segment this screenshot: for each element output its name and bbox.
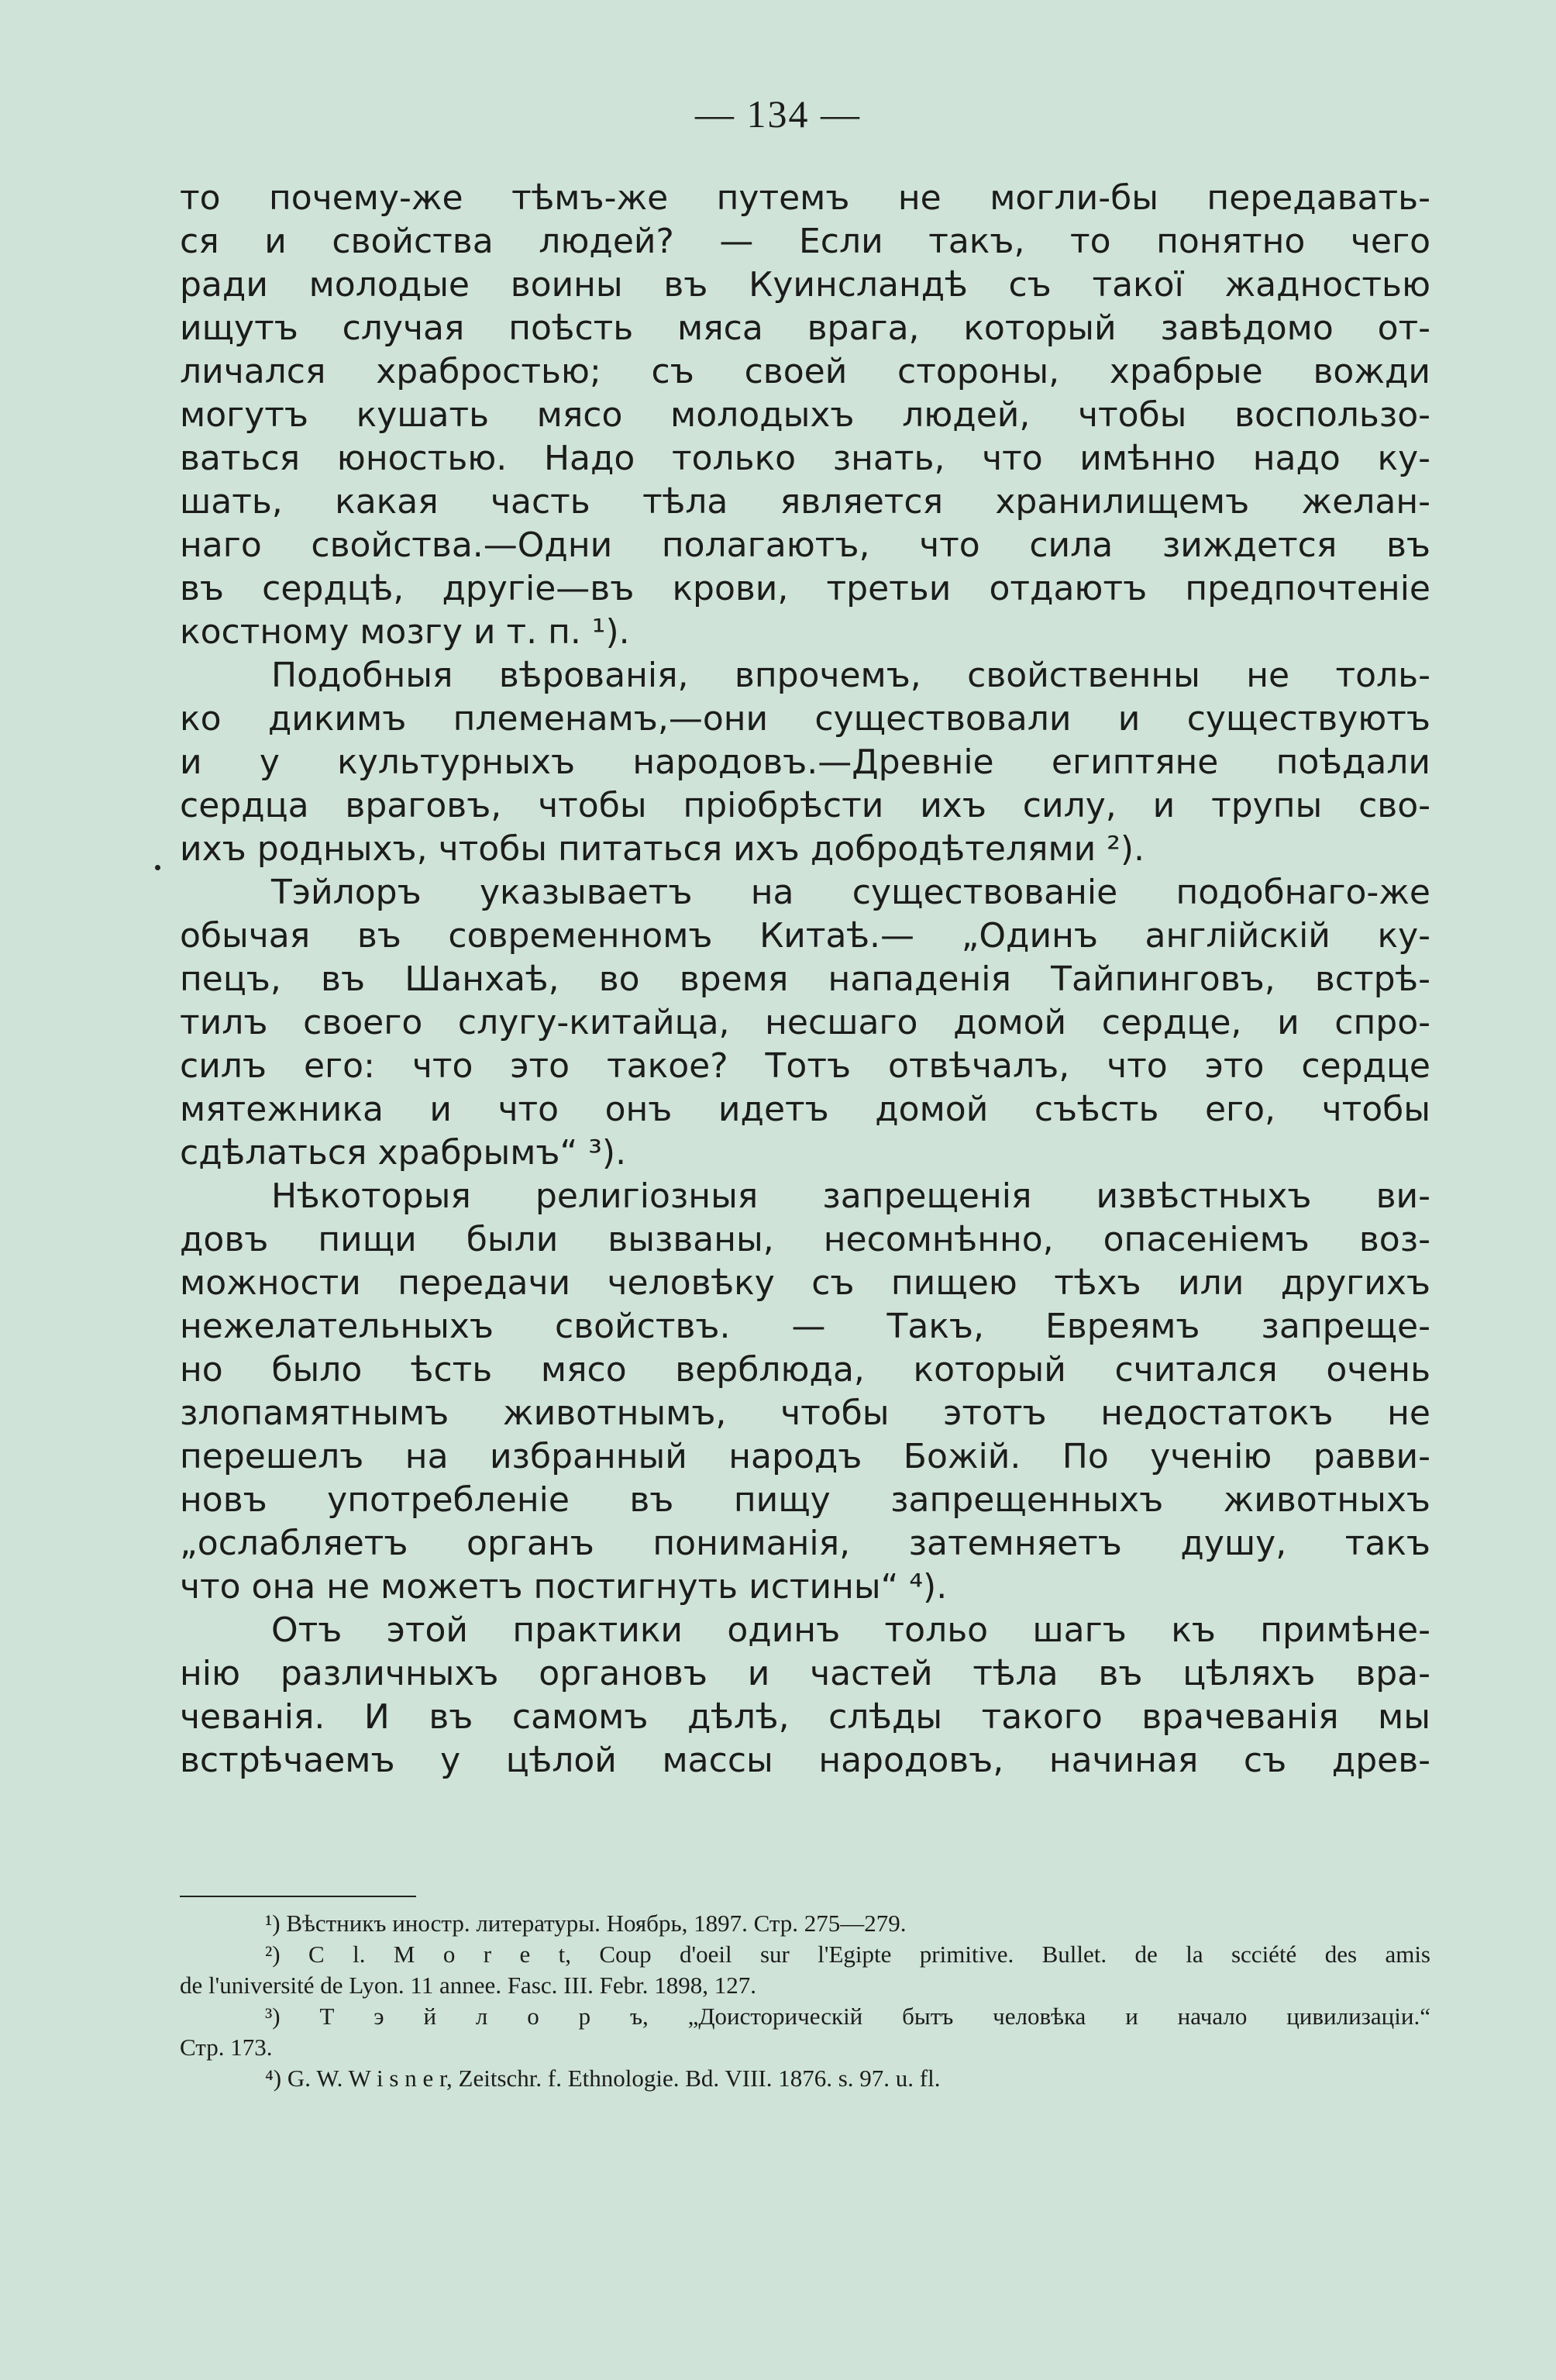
text-line: Подобныя вѣрованія, впрочемъ, свойственны не толь- xyxy=(271,656,1430,695)
footnotes xyxy=(180,1908,1430,2094)
footnote-divider xyxy=(180,1896,416,1897)
text-line: чеванія. И въ самомъ дѣлѣ, слѣды такого врачеванія мы xyxy=(180,1697,1430,1737)
text-line: ищутъ случая поѣсть мяса врага, который завѣдомо от- xyxy=(180,308,1430,348)
text-line: мятежника и что онъ идетъ домой съѣсть его, чтобы xyxy=(180,1090,1430,1129)
text-line: но было ѣсть мясо верблюда, который считался очень xyxy=(180,1350,1430,1390)
stray-ink-dot xyxy=(155,865,160,870)
footnote-line: ⁴) G. W. W i s n e r, Zeitschr. f. Ethnologie. Bd. VIII. 1876. s. 97. u. fl. xyxy=(265,2065,941,2092)
text-line: „ослабляетъ органъ пониманія, затемняетъ душу, такъ xyxy=(180,1524,1430,1563)
text-line: перешелъ на избранный народъ Божій. По ученію равви- xyxy=(180,1437,1430,1476)
text-line: ради молодые воины въ Куинсландѣ съ такої жадностью xyxy=(180,265,1430,305)
footnote-line: ³) Т э й л о р ъ, „Доисторическій бытъ человѣка и начало цивилизаціи.“ xyxy=(265,2003,1430,2030)
text-line: силъ его: что это такое? Тотъ отвѣчалъ, что это сердце xyxy=(180,1046,1430,1086)
text-line: обычая въ современномъ Китаѣ.— „Одинъ англійскій ку- xyxy=(180,916,1430,956)
text-line: костному мозгу и т. п. ¹). xyxy=(180,612,630,652)
text-line: ко дикимъ племенамъ,—они существовали и существуютъ xyxy=(180,699,1430,739)
text-line: то почему-же тѣмъ-же путемъ не могли-бы передавать- xyxy=(180,178,1430,218)
text-line: ихъ родныхъ, чтобы питаться ихъ добродѣтелями ²). xyxy=(180,829,1145,869)
text-line: въ сердцѣ, другіе—въ крови, третьи отдаютъ предпочтеніе xyxy=(180,569,1430,608)
text-line: могутъ кушать мясо молодыхъ людей, чтобы воспользо- xyxy=(180,395,1430,435)
text-line: наго свойства.—Одни полагаютъ, что сила зиждется въ xyxy=(180,525,1430,565)
text-line: сердца враговъ, чтобы пріобрѣсти ихъ силу, и трупы сво- xyxy=(180,786,1430,825)
text-line: пецъ, въ Шанхаѣ, во время нападенія Тайпинговъ, встрѣ- xyxy=(180,959,1430,999)
text-line: ваться юностью. Надо только знать, что имѣнно надо ку- xyxy=(180,439,1430,478)
text-line: Тэйлоръ указываетъ на существованіе подобнаго-же xyxy=(271,873,1430,912)
text-line: тилъ своего слугу-китайца, несшаго домой сердце, и спро- xyxy=(180,1003,1430,1042)
text-line: личался храбростью; съ своей стороны, храбрые вожди xyxy=(180,352,1430,391)
text-line: новъ употребленіе въ пищу запрещенныхъ животныхъ xyxy=(180,1480,1430,1520)
text-line: сдѣлаться храбрымъ“ ³). xyxy=(180,1133,627,1173)
text-line: Отъ этой практики одинъ тольо шагъ къ примѣне- xyxy=(271,1610,1430,1650)
footnote-line: ¹) Вѣстникъ иностр. литературы. Ноябрь, 1897. Стр. 275—279. xyxy=(265,1910,907,1937)
footnote-line: ²) C l. M o r e t, Coup d'oeil sur l'Egipte primitive. Bullet. de la scciété des amis xyxy=(265,1941,1430,1968)
page-number: — 134 — xyxy=(695,92,861,136)
text-line: злопамятнымъ животнымъ, чтобы этотъ недостатокъ не xyxy=(180,1393,1430,1433)
footnote-line: Стр. 173. xyxy=(180,2034,273,2061)
text-line: довъ пищи были вызваны, несомнѣнно, опасеніемъ воз- xyxy=(180,1220,1430,1259)
body-text xyxy=(180,177,1430,1782)
text-line: нежелательныхъ свойствъ. — Такъ, Евреямъ запреще- xyxy=(180,1307,1430,1346)
text-line: шать, какая часть тѣла является хранилищемъ желан- xyxy=(180,482,1430,522)
text-line: что она не можетъ постигнуть истины“ ⁴). xyxy=(180,1567,948,1607)
text-line: встрѣчаемъ у цѣлой массы народовъ, начиная съ древ- xyxy=(180,1741,1430,1780)
text-line: Нѣкоторыя религіозныя запрещенія извѣстныхъ ви- xyxy=(271,1176,1430,1216)
text-line: нію различныхъ органовъ и частей тѣла въ цѣляхъ вра- xyxy=(180,1654,1430,1693)
footnote-line: de l'université de Lyon. 11 annee. Fasc. III. Febr. 1898, 127. xyxy=(180,1972,756,1999)
text-line: ся и свойства людей? — Если такъ, то понятно чего xyxy=(180,222,1430,261)
text-line: и у культурныхъ народовъ.—Древніе египтяне поѣдали xyxy=(180,742,1430,782)
text-line: можности передачи человѣку съ пищею тѣхъ или другихъ xyxy=(180,1263,1430,1303)
